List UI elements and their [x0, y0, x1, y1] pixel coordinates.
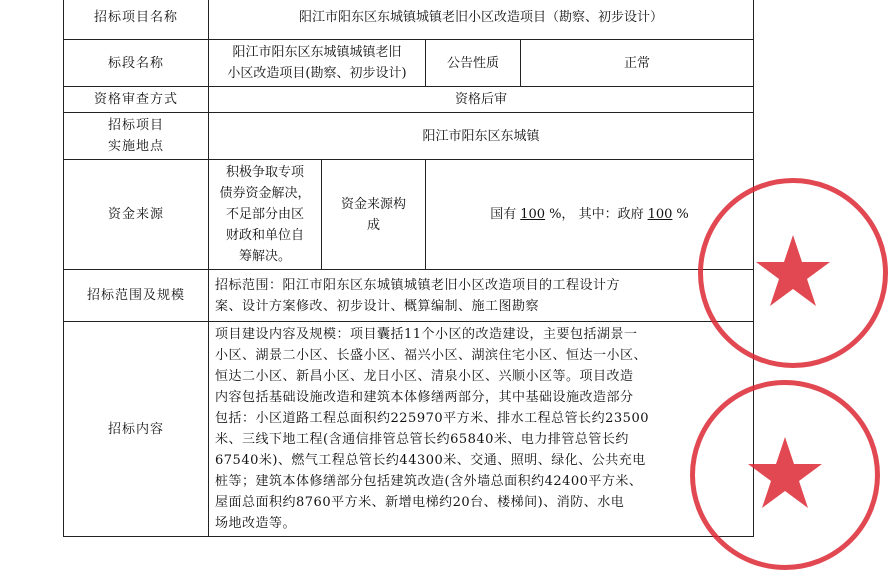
national-percent-value: 100	[520, 207, 546, 222]
row-content	[64, 322, 754, 537]
project-name-value: 阳江市阳东区东城镇城镇老旧小区改造项目（勘察、初步设计）	[209, 0, 754, 40]
content-line: 米、三线下地工程(含通信排管总管长约65840米、电力排管总管长约	[215, 432, 629, 447]
content-line: 桩等；建筑本体修缮部分包括建筑改造(含外墙总面积约42400平方米、	[215, 474, 643, 489]
funding-description	[209, 160, 322, 270]
location-label	[64, 113, 209, 160]
government-percent-value: 100	[647, 207, 673, 222]
row-scope	[64, 270, 754, 322]
section-name-line-1: 阳江市阳东区东城镇城镇老旧	[232, 45, 402, 60]
row-project-name	[64, 0, 754, 40]
funding-structure-value	[426, 160, 754, 270]
funding-structure-label	[322, 160, 426, 270]
project-name-label: 招标项目名称	[64, 0, 209, 40]
national-prefix: 国有	[490, 207, 517, 222]
location-label-line-2: 实施地点	[107, 139, 164, 154]
funding-desc-line: 不足部分由区	[225, 207, 304, 222]
content-line: 内容包括基础设施改造和建筑本体修缮两部分，其中基础设施改造部分	[215, 390, 634, 405]
funding-desc-line: 财政和单位自	[225, 228, 304, 243]
row-qualification	[64, 87, 754, 113]
location-value: 阳江市阳东区东城镇	[209, 113, 754, 160]
scope-line-1: 招标范围：阳江市阳东区东城镇城镇老旧小区改造项目的工程设计方	[215, 277, 621, 293]
content-line: 屋面总面积约8760平方米、新增电梯约20台、楼梯间)、消防、水电	[215, 495, 625, 510]
section-name-label: 标段名称	[64, 40, 209, 87]
funding-middle-text: %， 其中：政府	[549, 207, 644, 222]
funding-structure-label-line-2: 成	[366, 217, 380, 233]
notice-type-value: 正常	[521, 40, 754, 87]
scope-label: 招标范围及规模	[64, 270, 209, 322]
content-line: 项目建设内容及规模：项目囊括11个小区的改造建设，主要包括湖景一	[215, 327, 638, 342]
row-location	[64, 113, 754, 160]
row-section-name	[64, 40, 754, 87]
content-line: 包括：小区道路工程总面积约225970平方米、排水工程总管长约23500	[215, 411, 649, 426]
qualification-value: 资格后审	[209, 87, 754, 113]
content-line: 恒达二小区、新昌小区、龙日小区、清泉小区、兴顺小区等。项目改造	[215, 369, 634, 384]
funding-desc-line: 筹解决。	[238, 249, 291, 264]
content-line: 67540米)、燃气工程总管长约44300米、交通、照明、绿化、公共充电	[215, 453, 646, 468]
content-value	[209, 322, 754, 537]
notice-type-label: 公告性质	[426, 40, 521, 87]
funding-suffix: %	[676, 207, 689, 222]
section-name-line-2: 小区改造项目(勘察、初步设计)	[227, 66, 407, 81]
scope-line-2: 案、设计方案修改、初步设计、概算编制、施工图勘察	[215, 298, 540, 314]
content-line: 场地改造等。	[215, 516, 297, 531]
location-label-line-1: 招标项目	[107, 118, 164, 133]
content-label: 招标内容	[64, 322, 209, 537]
scope-value	[209, 270, 754, 322]
funding-desc-line: 债券资金解决，	[219, 186, 311, 201]
tender-info-table	[63, 0, 754, 537]
section-name-value	[209, 40, 426, 87]
content-line: 小区、湖景二小区、长盛小区、福兴小区、湖滨住宅小区、恒达一小区、	[215, 348, 648, 363]
funding-structure-label-line-1: 资金来源构	[340, 196, 406, 212]
funding-label: 资金来源	[64, 160, 209, 270]
row-funding	[64, 160, 754, 270]
funding-desc-line: 积极争取专项	[225, 165, 304, 180]
qualification-label: 资格审查方式	[64, 87, 209, 113]
